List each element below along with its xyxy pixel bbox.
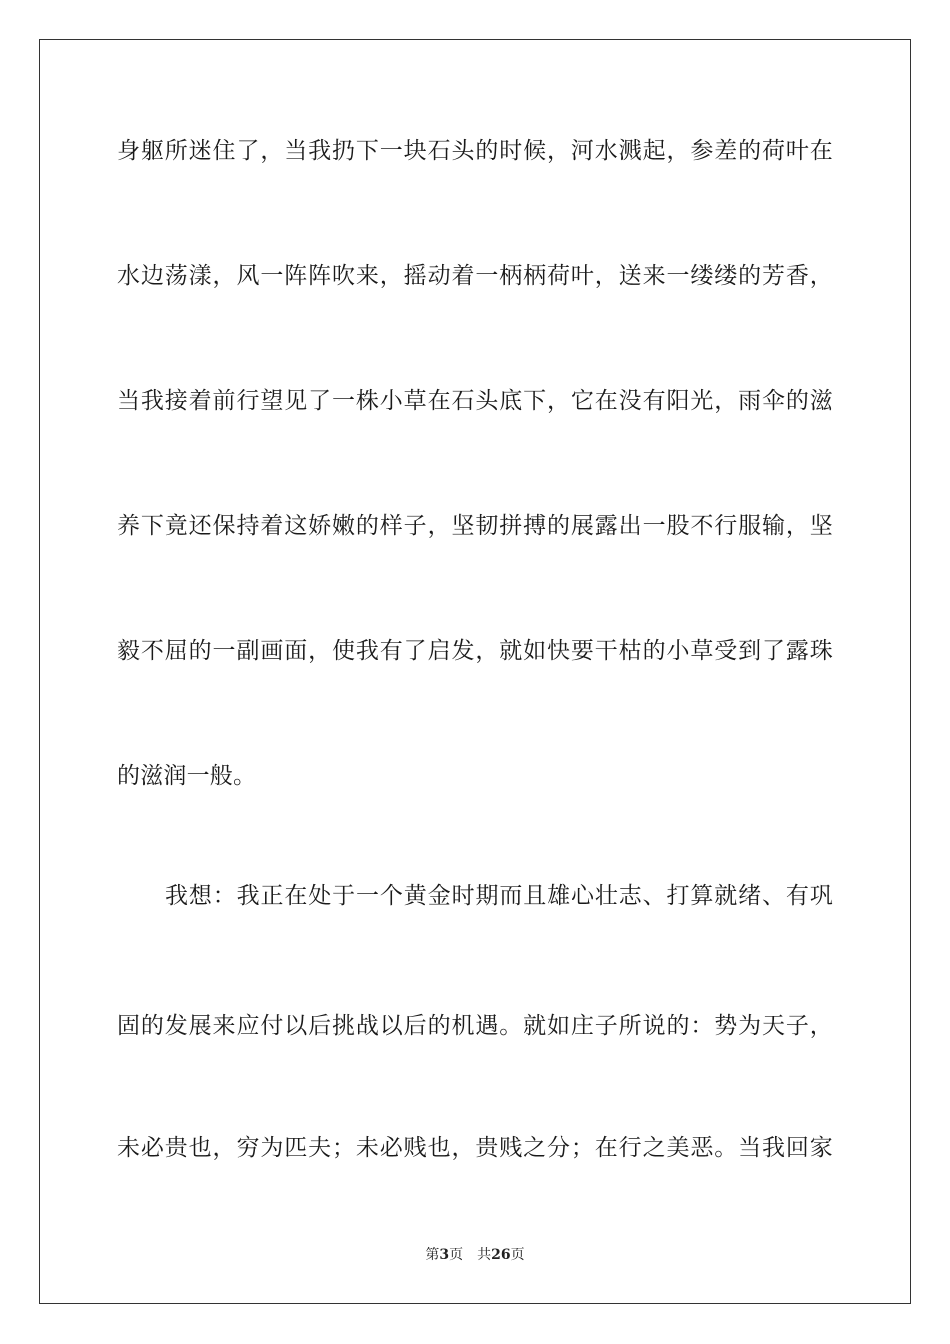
body-line-8: 固的发展来应付以后挑战以后的机遇。就如庄子所说的：势为天子， [117,1013,833,1039]
body-line-2: 水边荡漾，风一阵阵吹来，摇动着一柄柄荷叶，送来一缕缕的芳香， [117,263,833,289]
footer-page-suffix: 页 [449,1247,464,1263]
body-line-3: 当我接着前行望见了一株小草在石头底下，它在没有阳光，雨伞的滋 [117,388,833,414]
footer-total-prefix: 共 [477,1247,492,1263]
body-line-9: 未必贵也，穷为匹夫；未必贱也，贵贱之分；在行之美恶。当我回家 [117,1135,833,1161]
footer-page-number: 3 [439,1247,450,1263]
body-line-6: 的滋润一般。 [117,763,257,789]
footer-total-suffix: 页 [510,1247,525,1263]
footer-page-prefix: 第 [425,1247,440,1263]
page-footer [0,1246,950,1264]
body-line-1: 身躯所迷住了，当我扔下一块石头的时候，河水溅起，参差的荷叶在 [117,138,833,164]
footer-total-pages: 26 [491,1247,511,1263]
body-line-7: 我想：我正在处于一个黄金时期而且雄心壮志、打算就绪、有巩 [165,883,833,909]
body-line-5: 毅不屈的一副画面，使我有了启发，就如快要干枯的小草受到了露珠 [117,638,833,664]
page-border [39,39,911,1304]
body-line-4: 养下竟还保持着这娇嫩的样子，坚韧拼搏的展露出一股不行服输，坚 [117,513,833,539]
